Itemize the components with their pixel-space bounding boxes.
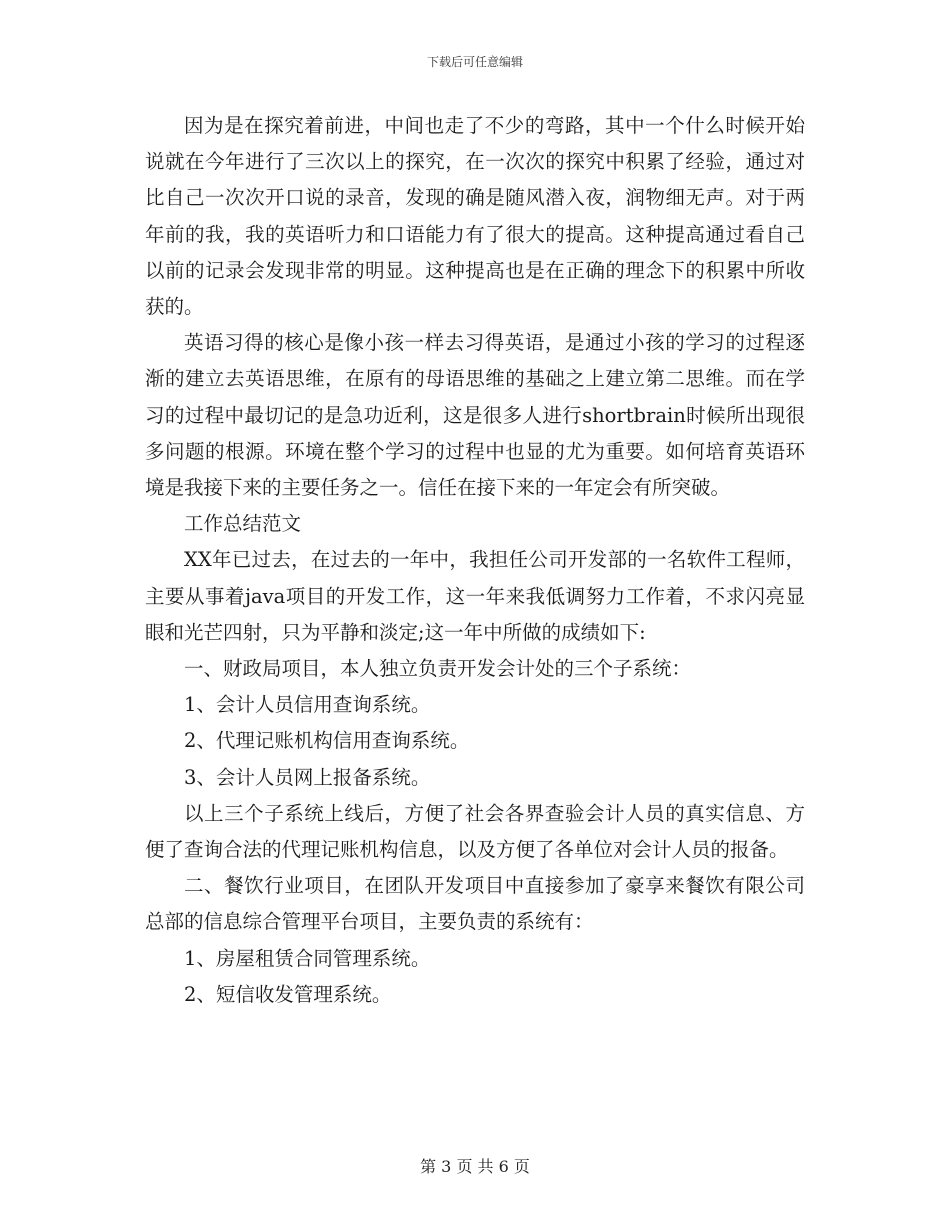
paragraph: 因为是在探究着前进，中间也走了不少的弯路，其中一个什么时候开始说就在今年进行了三次以上的探究，在一次次的探究中积累了经验，通过对比自己一次次开口说的录音，发现的确是随风潜入夜，润物细无声。对于两年前的我，我的英语听力和口语能力有了很大的提高。这种提高通过看自己以前的记录会发现非常的明显。这种提高也是在正确的理念下的积累中所收获的。 [145, 114, 805, 319]
paragraph: 以上三个子系统上线后，方便了社会各界查验会计人员的真实信息、方便了查询合法的代理记账机构信息，以及方便了各单位对会计人员的报备。 [145, 801, 805, 862]
paragraph: XX年已过去，在过去的一年中，我担任公司开发部的一名软件工程师，主要从事着java项目的开发工作，这一年来我低调努力工作着，不求闪亮显眼和光芒四射，只为平静和淡定;这一年中所做的成绩如下: [145, 548, 805, 644]
section-heading: 工作总结范文 [184, 512, 302, 536]
paragraph: 二、餐饮行业项目，在团队开发项目中直接参加了豪享来餐饮有限公司总部的信息综合管理平台项目，主要负责的系统有： [145, 874, 805, 934]
list-item: 3、会计人员网上报备系统。 [184, 765, 431, 789]
page-header: 下载后可任意编辑 [426, 55, 523, 69]
list-item: 1、会计人员信用查询系统。 [184, 693, 431, 717]
list-item: 2、短信收发管理系统。 [184, 982, 392, 1006]
list-item: 2、代理记账机构信用查询系统。 [184, 729, 470, 753]
paragraph: 英语习得的核心是像小孩一样去习得英语，是通过小孩的学习的过程逐渐的建立去英语思维，在原有的母语思维的基础之上建立第二思维。而在学习的过程中最切记的是急功近利，这是很多人进行shortbrain时候所出现很多问题的根源。环境在整个学习的过程中也显的尤为重要。如何培育英语环境是我接下来的主要任务之一。信任在接下来的一年定会有所突破。 [145, 331, 805, 500]
document-body [145, 108, 805, 1013]
paragraph: 一、财政局项目，本人独立负责开发会计处的三个子系统： [184, 657, 692, 681]
list-item: 1、房屋租赁合同管理系统。 [184, 946, 431, 970]
page-number: 第 3 页 共 6 页 [420, 1157, 530, 1176]
